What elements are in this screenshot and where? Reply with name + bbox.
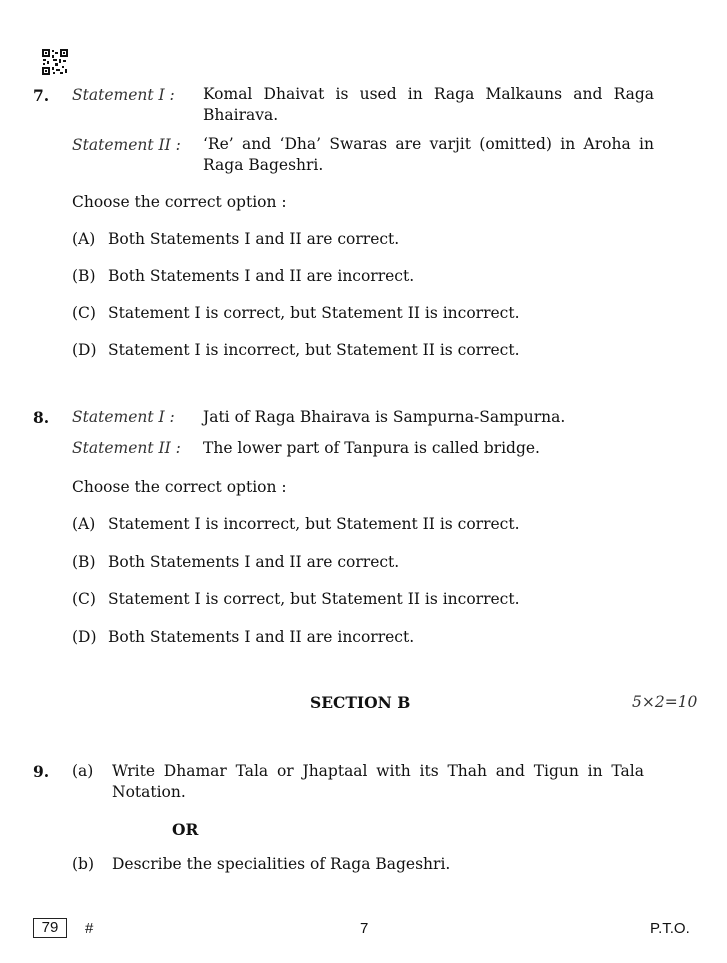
question-number: 9. xyxy=(33,762,50,781)
option-label: (D) xyxy=(72,628,97,646)
pto-label: P.T.O. xyxy=(650,920,690,937)
option-text: Both Statements I and II are correct. xyxy=(108,230,400,248)
section-marks: 5×2=10 xyxy=(632,693,698,711)
option-text: Statement I is incorrect, but Statement II is correct. xyxy=(108,515,520,533)
option-text: Statement I is incorrect, but Statement II is correct. xyxy=(108,341,520,359)
statement-label: Statement I : xyxy=(72,86,175,104)
option-text: Both Statements I and II are correct. xyxy=(108,553,400,571)
hash-mark: # xyxy=(85,920,94,937)
part-text: Describe the specialities of Raga Bageshri. xyxy=(112,855,451,873)
choose-prompt: Choose the correct option : xyxy=(72,478,287,496)
option-label: (B) xyxy=(72,553,96,571)
option-label: (A) xyxy=(72,230,96,248)
option-label: (D) xyxy=(72,341,97,359)
question-number: 7. xyxy=(33,86,50,105)
statement-text: Jati of Raga Bhairava is Sampurna-Sampurna. xyxy=(203,408,566,426)
question-number: 8. xyxy=(33,408,50,427)
section-heading: SECTION B xyxy=(310,693,411,712)
option-text: Statement I is correct, but Statement II is incorrect. xyxy=(108,304,520,322)
statement-label: Statement II : xyxy=(72,136,181,154)
part-label: (b) xyxy=(72,855,95,873)
option-text: Both Statements I and II are incorrect. xyxy=(108,628,415,646)
choose-prompt: Choose the correct option : xyxy=(72,193,287,211)
option-text: Statement I is correct, but Statement II is incorrect. xyxy=(108,590,520,608)
option-label: (C) xyxy=(72,590,96,608)
statement-label: Statement II : xyxy=(72,439,181,457)
paper-code-box: 79 xyxy=(33,918,67,938)
page-number: 7 xyxy=(360,920,369,937)
option-text: Both Statements I and II are incorrect. xyxy=(108,267,415,285)
statement-text: The lower part of Tanpura is called bridge. xyxy=(203,439,540,457)
option-label: (B) xyxy=(72,267,96,285)
or-separator: OR xyxy=(172,820,199,839)
statement-text: Komal Dhaivat is used in Raga Malkauns and Raga Bhairava. xyxy=(203,85,654,124)
part-text: Write Dhamar Tala or Jhaptaal with its Thah and Tigun in Tala Notation. xyxy=(112,762,644,801)
statement-text: ‘Re’ and ‘Dha’ Swaras are varjit (omitted) in Aroha in Raga Bageshri. xyxy=(203,135,654,174)
option-label: (C) xyxy=(72,304,96,322)
qr-code-icon xyxy=(42,49,68,75)
part-label: (a) xyxy=(72,762,94,780)
statement-label: Statement I : xyxy=(72,408,175,426)
option-label: (A) xyxy=(72,515,96,533)
